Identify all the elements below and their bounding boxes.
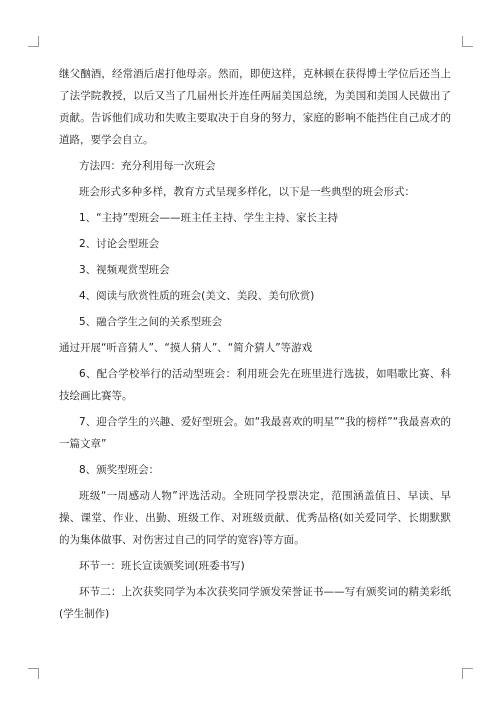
paragraph-games: 通过开展“听音猜人”、“摸人猜人”、“简介猜人”等游戏	[59, 342, 313, 354]
document-body	[59, 63, 451, 625]
step-two: 环节二：上次获奖同学为本次获奖同学颁发荣誉证书——写有颁奖词的精美彩纸(学生制作)	[59, 586, 451, 620]
list-item-5: 5、融合学生之间的关系型班会	[79, 316, 223, 328]
crop-mark-bottom-left	[28, 668, 39, 679]
crop-mark-bottom-right	[462, 668, 473, 679]
list-item-8: 8、颁奖型班会：	[79, 464, 160, 476]
list-item-3: 3、视频观赏型班会	[79, 264, 170, 276]
list-item-4: 4、阅读与欣赏性质的班会(美文、美段、美句欣赏)	[79, 290, 315, 302]
crop-mark-top-right	[462, 36, 473, 47]
list-item-2: 2、讨论会型班会	[79, 238, 160, 250]
paragraph-continuation: 继父酗酒，经常酒后虐打他母亲。然而，即使这样，克林顿在获得博士学位后还当上了法学院教授，以后又当了几届州长并连任两届美国总统，为美国和美国人民做出了贡献。告诉他们成功和失败主要取决于自身的努力，家庭的影响不能挡住自己成才的道路，要学会自立。	[59, 68, 451, 146]
paragraph-class-meeting-intro: 班会形式多种多样，教育方式呈现多样化，以下是一些典型的班会形式：	[79, 186, 415, 198]
method-four-heading: 方法四：充分利用每一次班会	[79, 160, 216, 172]
list-item-6: 6、配合学校举行的活动型班会：利用班会先在班里进行选拔，如唱歌比赛、科技绘画比赛等。	[59, 368, 451, 402]
crop-mark-top-left	[28, 36, 39, 47]
step-one: 环节一：班长宣读颁奖词(班委书写)	[79, 560, 245, 572]
paragraph-weekly-award: 班级“一周感动人物”评选活动。全班同学投票决定，范围涵盖值日、早读、早操、课堂、作业、出勤、班级工作、对班级贡献、优秀品格(如关爱同学、长期默默的为集体做事、对伤害过自己的同学的宽容)等方面。	[59, 490, 451, 546]
list-item-7: 7、迎合学生的兴趣、爱好型班会。如“我最喜欢的明星”“我的榜样”“我最喜欢的一篇文章”	[59, 416, 451, 450]
list-item-1: 1、“主持”型班会——班主任主持、学生主持、家长主持	[79, 212, 339, 224]
